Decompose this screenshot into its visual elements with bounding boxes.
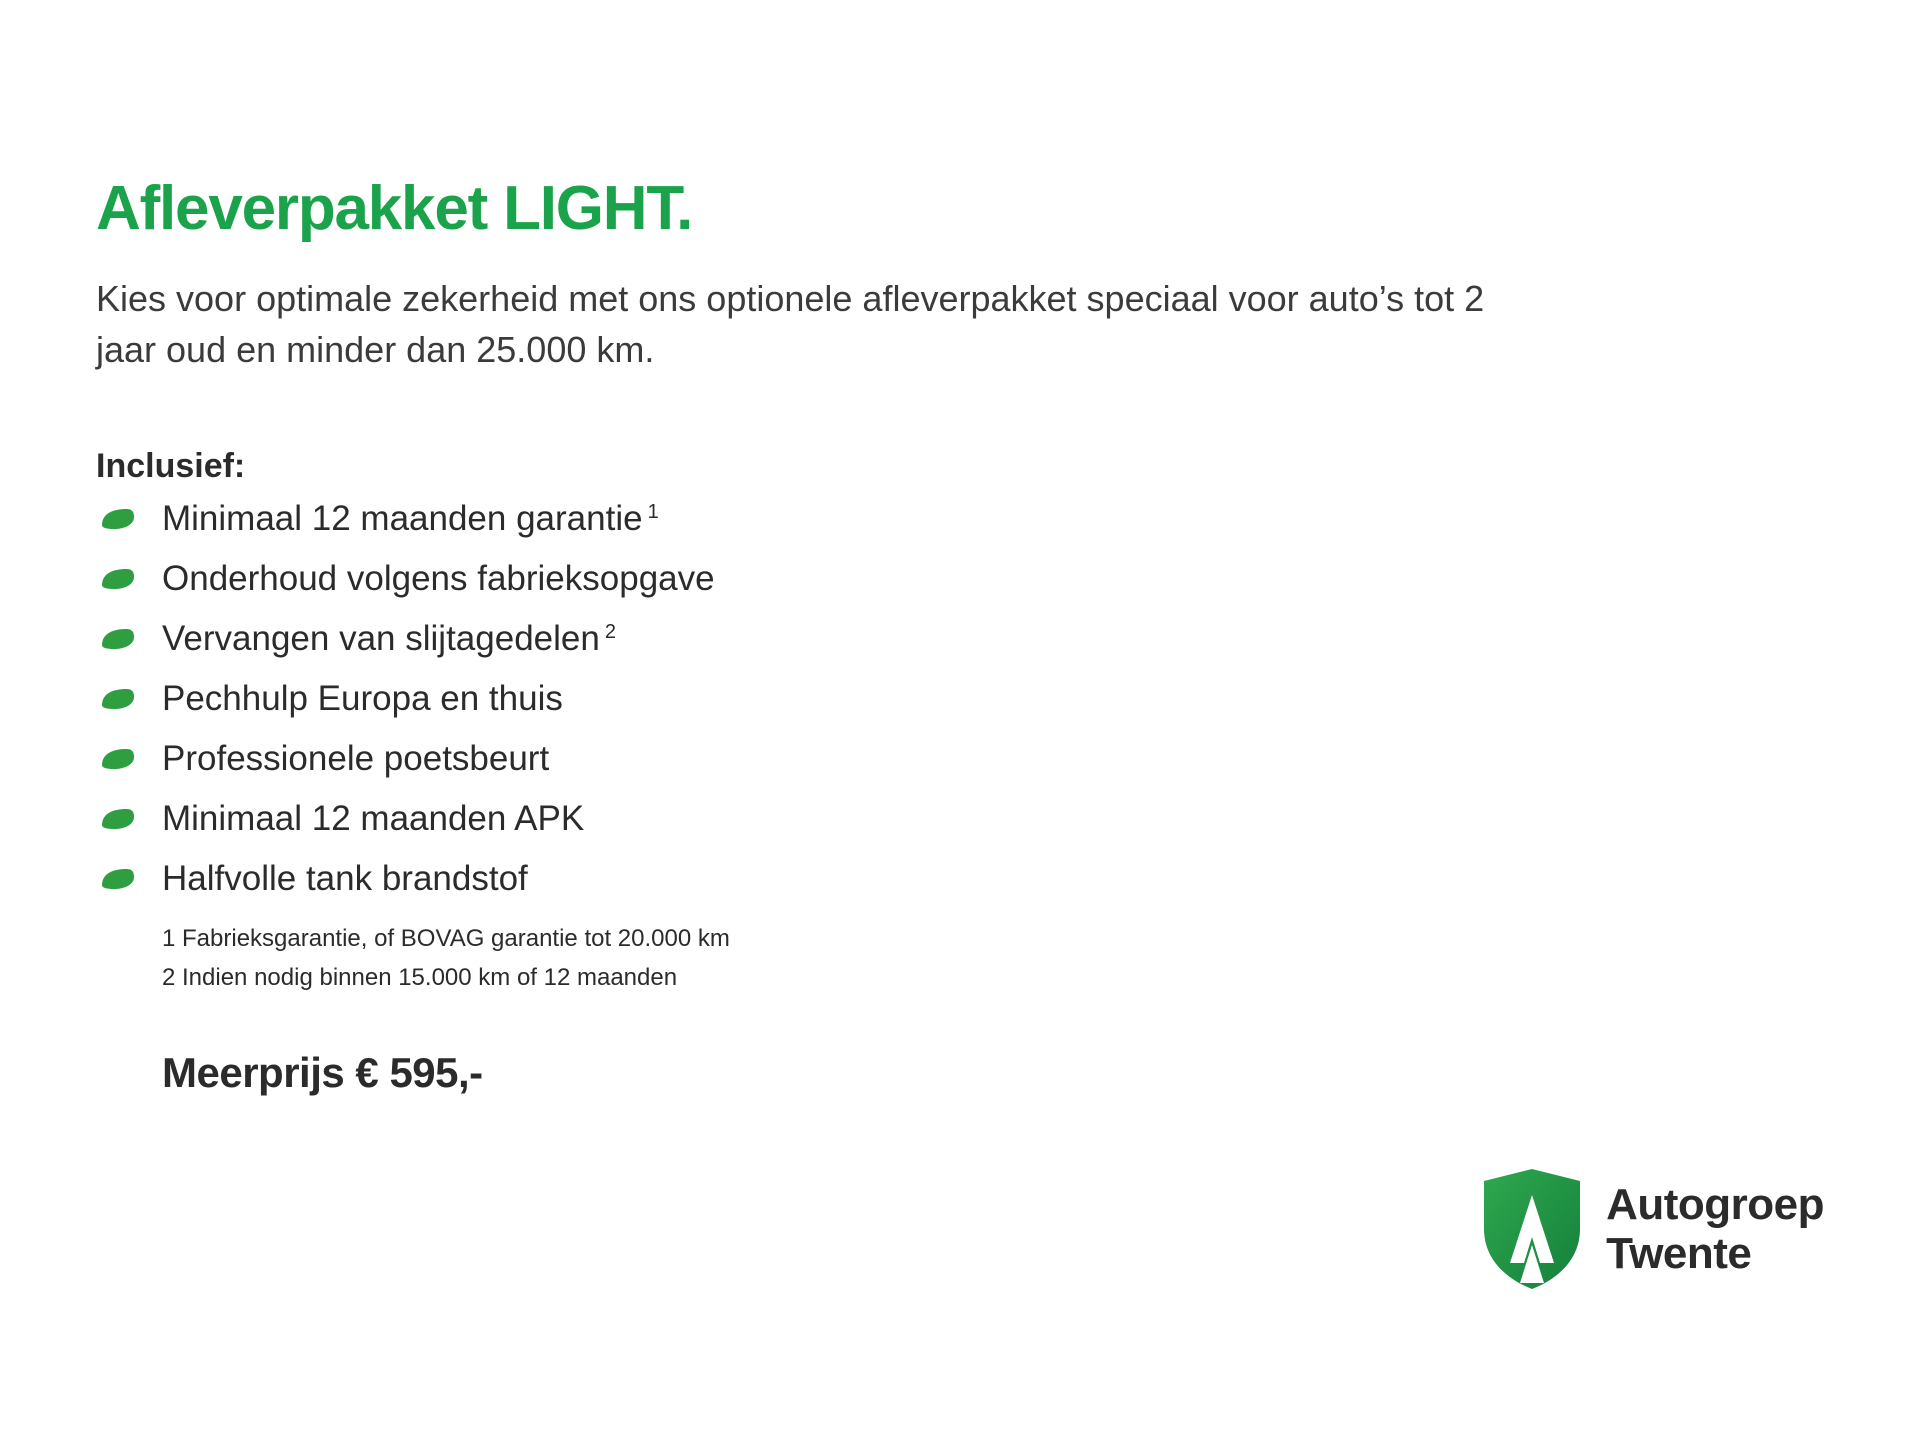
feature-label: Minimaal 12 maanden APK <box>162 799 585 839</box>
page-title: Afleverpakket LIGHT. <box>96 174 693 243</box>
feature-label: Professionele poetsbeurt <box>162 739 550 779</box>
inclusief-heading: Inclusief: <box>96 447 246 486</box>
price-label: Meerprijs € 595,- <box>162 1048 483 1096</box>
leaf-bullet-icon <box>100 507 136 531</box>
leaf-bullet-icon <box>100 807 136 831</box>
brand-logo <box>1480 1167 1824 1291</box>
feature-label: Minimaal 12 maanden garantie $^1$ <box>162 499 659 539</box>
list-item <box>96 616 1656 662</box>
logo-line-2: Twente <box>1606 1229 1752 1278</box>
footnotes-block <box>162 920 1656 997</box>
content-block <box>96 176 1656 1097</box>
leaf-bullet-icon <box>100 687 136 711</box>
feature-label: Pechhulp Europa en thuis <box>162 679 563 719</box>
footnote-marker: 2 <box>604 620 616 643</box>
leaf-bullet-icon <box>100 747 136 771</box>
logo-text <box>1606 1180 1824 1279</box>
list-item <box>96 556 1656 602</box>
intro-paragraph: Kies voor optimale zekerheid met ons optionele afleverpakket speciaal voor auto’s tot 2 jaar oud en minder dan 25.000 km. <box>96 277 1485 371</box>
leaf-bullet-icon <box>100 627 136 651</box>
features-list <box>96 496 1656 902</box>
list-item <box>96 676 1656 722</box>
list-item <box>96 496 1656 542</box>
shield-a-icon <box>1480 1167 1584 1291</box>
feature-label: Vervangen van slijtagedelen $^2$ <box>162 619 616 659</box>
footnote-1: 1 Fabrieksgarantie, of BOVAG garantie tot 20.000 km <box>162 925 730 953</box>
list-item <box>96 796 1656 842</box>
leaf-bullet-icon <box>100 567 136 591</box>
logo-line-1: Autogroep <box>1606 1179 1824 1229</box>
list-item <box>96 856 1656 902</box>
feature-label: Onderhoud volgens fabrieksopgave <box>162 559 715 599</box>
feature-label: Halfvolle tank brandstof <box>162 859 528 899</box>
footnote-2: 2 Indien nodig binnen 15.000 km of 12 maanden <box>162 963 678 991</box>
leaf-bullet-icon <box>100 867 136 891</box>
footnote-marker: 1 <box>647 500 659 523</box>
list-item <box>96 736 1656 782</box>
